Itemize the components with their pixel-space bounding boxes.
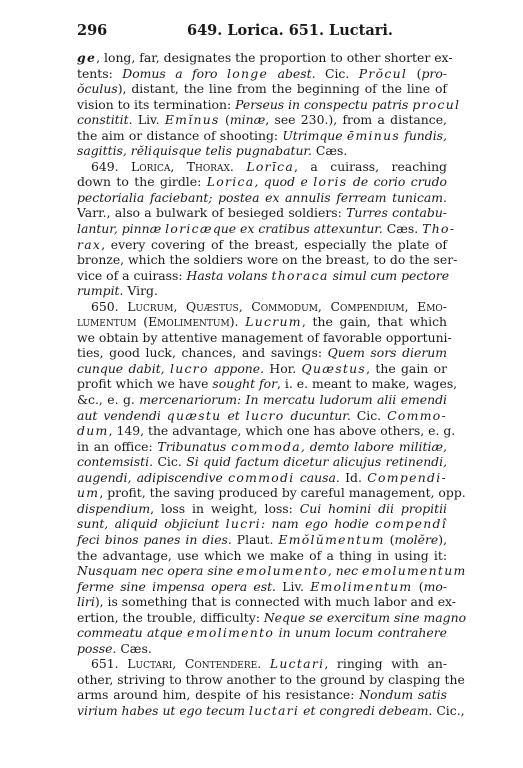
text-line: constitit. Liv. Emĭnus (minæ, see 230.), from a distance, (77, 112, 447, 128)
text-line: vision to its termination: Perseus in conspectu patris procul (77, 96, 461, 112)
text-line: the advantage, use which we make of a thing in using it: (77, 547, 447, 563)
text-line: 649. Lorica, Thorax. Lorīca, a cuirass, reaching (91, 158, 447, 174)
text-line: ŏculus), distant, the line from the beginning of the line of (77, 81, 447, 97)
text-line: dum, 149, the advantage, which one has above others, e. g. (77, 423, 456, 439)
text-line: &c., e. g. mercenariorum: In mercatu ludorum alii emendi (77, 392, 447, 408)
running-title: 649. Lorica. 651. Luctari. (187, 22, 393, 39)
text-line: virium habes ut ego tecum luctari et congredi debeam. Cic., (77, 702, 465, 718)
text-line: lumentum (Emolimentum). Lucrum, the gain, that which (77, 314, 447, 330)
text-line: sunt, aliquid objiciunt lucri: nam ego hodie compendî (77, 516, 447, 532)
text-line: the aim or distance of shooting: Utrimque ēminus fundis, (77, 127, 447, 143)
text-line: bronze, which the soldiers wore on the breast, to do the ser- (77, 252, 458, 268)
text-line: arms around him, despite of his resistance: Nondum satis (77, 687, 447, 703)
running-header (77, 22, 447, 44)
text-line: liri), is something that is connected with much labor and ex- (77, 594, 456, 610)
text-line: cunque dabit, lucro appone. Hor. Quæstus, the gain or (77, 360, 447, 376)
text-line: rax, every covering of the breast, especially the plate of (77, 236, 447, 252)
text-line: rumpit. Virg. (77, 283, 158, 299)
page-number: 296 (77, 22, 108, 39)
page-body (77, 50, 467, 719)
text-line: ties, good luck, chances, and savings: Quem sors dierum (77, 345, 447, 361)
text-line: ferme sine impensa opera est. Liv. Emolimentum (mo- (77, 578, 447, 594)
text-line: commeatu atque emolimento in unum locum contrahere (77, 625, 447, 641)
text-line: Nusquam nec opera sine emolumento, nec emolumentum (77, 563, 467, 579)
text-line: 650. Lucrum, Quæstus, Commodum, Compendium, Emo- (91, 298, 447, 314)
text-line: contemsisti. Cic. Si quid factum dicetur alicujus retinendi, (77, 454, 448, 470)
text-line: dispendium, loss in weight, loss: Cui homini dii propitii (77, 500, 447, 516)
text-line: ertion, the trouble, difficulty: Neque se exercitum sine magno (77, 609, 467, 625)
text-line: vice of a cuirass: Hasta volans thoraca simul cum pectore (77, 267, 450, 283)
text-line: um, profit, the saving produced by careful management, opp. (77, 485, 466, 501)
text-line: tents: Domus a foro longe abest. Cic. Prŏcul (pro- (77, 65, 447, 81)
text-line: Varr., also a bulwark of besieged soldiers: Turres contabu- (77, 205, 447, 221)
text-line: other, striving to throw another to the ground by clasping the (77, 671, 465, 687)
text-line: augendi, adipiscendive commodi causa. Id. Compendi- (77, 469, 447, 485)
text-line: lantur, pinnæ loricæque ex cratibus attexuntur. Cæs. Tho- (77, 221, 456, 237)
text-line: we obtain by attentive management of favorable opportuni- (77, 329, 452, 345)
text-line: ge, long, far, designates the proportion to other shorter ex- (77, 50, 453, 65)
text-line: sagittis, rĕliquisque telis pugnabatur. Cæs. (77, 143, 348, 159)
text-line: feci binos panes in dies. Plaut. Emŏlŭmentum (molĕre), (77, 531, 448, 547)
text-line: down to the girdle: Lorica, quod e loris de corio crudo (77, 174, 448, 190)
text-line: in an office: Tribunatus commoda, demto labore militiæ, (77, 438, 447, 454)
text-line: 651. Luctari, Contendere. Luctari, ringing with an- (91, 656, 448, 672)
text-line: posse. Cæs. (77, 640, 152, 656)
text-line: aut vendendi quæstu et lucro ducuntur. Cic. Commo- (77, 407, 447, 423)
text-line: pectorialia faciebant; postea ex annulis ferream tunicam. (77, 189, 447, 205)
text-line: profit which we have sought for, i. e. meant to make, wages, (77, 376, 458, 392)
